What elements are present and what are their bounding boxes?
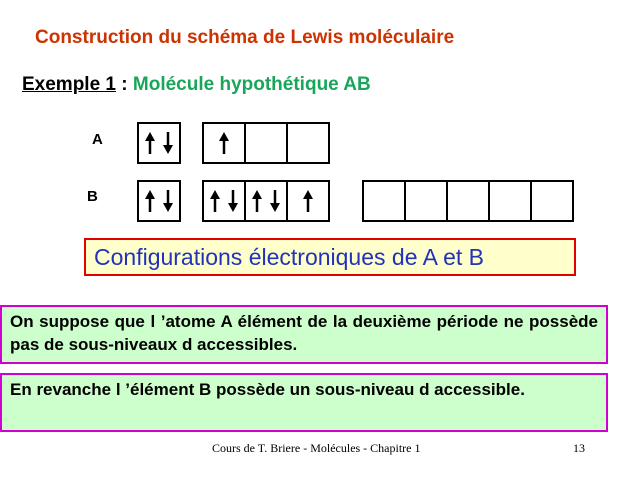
electron-spin-up-arrow-icon — [209, 190, 221, 212]
orbital-box — [202, 122, 246, 164]
orbital-group-a-p — [202, 122, 330, 164]
note-text-atom-a: On suppose que l ’atome A élément de la deuxième période ne possède pas de sous-niveaux d accessibles. — [10, 312, 598, 354]
electron-spin-up-arrow-icon — [144, 190, 156, 212]
electron-spin-down-arrow-icon — [162, 132, 174, 154]
example-label: Exemple 1 — [22, 74, 116, 95]
orbital-box — [288, 180, 330, 222]
orbital-box — [137, 180, 181, 222]
example-heading — [22, 74, 371, 96]
orbital-group-a-s — [137, 122, 181, 164]
orbital-group-b-p — [202, 180, 330, 222]
example-colon: : — [116, 74, 133, 95]
note-box-atom-b — [0, 373, 608, 432]
orbital-group-b-s — [137, 180, 181, 222]
electron-spin-down-arrow-icon — [269, 190, 281, 212]
electron-spin-down-arrow-icon — [162, 190, 174, 212]
config-caption: Configurations électroniques de A et B — [94, 243, 484, 270]
orbital-box — [246, 122, 288, 164]
orbital-box — [288, 122, 330, 164]
orbital-box — [246, 180, 288, 222]
orbital-box — [137, 122, 181, 164]
orbital-box — [448, 180, 490, 222]
electron-spin-up-arrow-icon — [218, 132, 230, 154]
orbital-box — [490, 180, 532, 222]
page-number: 13 — [573, 441, 585, 455]
atom-label-b: B — [87, 188, 98, 205]
slide-title: Construction du schéma de Lewis moléculaire — [35, 27, 455, 48]
example-description: Molécule hypothétique AB — [132, 74, 371, 95]
electron-spin-up-arrow-icon — [302, 190, 314, 212]
orbital-box — [362, 180, 406, 222]
note-text-atom-b: En revanche l ’élément B possède un sous-niveau d accessible. — [10, 380, 525, 399]
orbital-box — [202, 180, 246, 222]
orbital-group-b-d — [362, 180, 574, 222]
orbital-box — [406, 180, 448, 222]
electron-spin-up-arrow-icon — [251, 190, 263, 212]
footer-course: Cours de T. Briere - Molécules - Chapitre 1 — [212, 441, 421, 455]
note-box-atom-a — [0, 305, 608, 364]
electron-spin-up-arrow-icon — [144, 132, 156, 154]
atom-label-a: A — [92, 131, 103, 148]
electron-spin-down-arrow-icon — [227, 190, 239, 212]
orbital-box — [532, 180, 574, 222]
config-caption-box — [84, 238, 576, 276]
